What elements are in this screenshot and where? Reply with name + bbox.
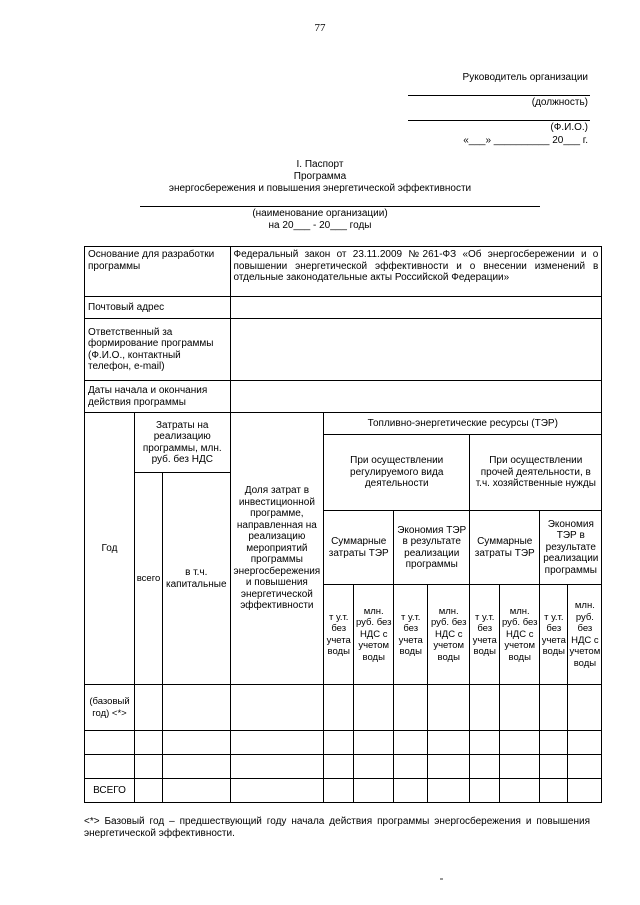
position-line	[408, 95, 590, 96]
basis-value: Федеральный закон от 23.11.2009 №261-ФЗ «Об энергосбережении и о повышении энергетической эффективности и о внесении изменений в отдельные законодательные акты Российской Федерации»	[230, 247, 602, 297]
unit-rub-1: млн. руб. без НДС с учетом воды	[354, 585, 394, 685]
org-caption: (наименование организации)	[252, 208, 388, 219]
other-header: При осуществлении прочей деятельности, в т.ч. хозяйственные нужды	[470, 435, 602, 511]
regulated-total-fer-header: Суммарные затраты ТЭР	[324, 511, 394, 585]
org-name-line	[140, 206, 540, 207]
scan-speck	[440, 878, 443, 880]
regulated-saving-header: Экономия ТЭР в результате реализации программы	[394, 511, 470, 585]
program-years: на 20___ - 20___ годы	[268, 220, 372, 231]
year-header: Год	[85, 413, 135, 685]
program-title: Программа	[293, 171, 347, 182]
table-row	[85, 685, 602, 731]
basis-label: Основание для разработки программы	[85, 247, 231, 297]
dates-label: Даты начала и окончания действия программы	[85, 381, 231, 413]
passport-table	[84, 246, 602, 803]
approval-fio: (Ф.И.О.)	[550, 122, 588, 133]
total-row-label: ВСЕГО	[85, 779, 135, 803]
unit-tut-4: т у.т. без учета воды	[540, 585, 568, 685]
regulated-header: При осуществлении регулируемого вида деятельности	[324, 435, 470, 511]
responsible-value[interactable]	[230, 319, 602, 381]
approval-date: «___» __________ 20___ г.	[463, 135, 588, 146]
footnote: <*> Базовый год – предшествующий году начала действия программы энергосбережения и повышения энергетической эффективности.	[84, 816, 590, 839]
table-row	[85, 731, 602, 755]
base-year-label: (базовый год) <*>	[85, 685, 135, 731]
costs-capital-header: в т.ч. капитальные	[163, 473, 231, 685]
unit-tut-1: т у.т. без учета воды	[324, 585, 354, 685]
table-row	[85, 755, 602, 779]
unit-rub-3: млн. руб. без НДС с учетом воды	[500, 585, 540, 685]
section-title: I. Паспорт	[296, 159, 344, 170]
approval-position: (должность)	[531, 97, 588, 108]
unit-rub-4: млн. руб. без НДС с учетом воды	[568, 585, 602, 685]
costs-total-header: всего	[135, 473, 163, 685]
program-subject: энергосбережения и повышения энергетической эффективности	[168, 183, 472, 194]
other-saving-header: Экономия ТЭР в результате реализации программы	[540, 511, 602, 585]
postal-label: Почтовый адрес	[85, 297, 231, 319]
postal-value[interactable]	[230, 297, 602, 319]
unit-tut-3: т у.т. без учета воды	[470, 585, 500, 685]
costs-header: Затраты на реализацию программы, млн. руб. без НДС	[135, 413, 231, 473]
unit-rub-2: млн. руб. без НДС с учетом воды	[428, 585, 470, 685]
unit-tut-2: т у.т. без учета воды	[394, 585, 428, 685]
page-number: 77	[314, 22, 326, 34]
responsible-label: Ответственный за формирование программы (Ф.И.О., контактный телефон, e-mail)	[85, 319, 231, 381]
dates-value[interactable]	[230, 381, 602, 413]
fer-header: Топливно-энергетические ресурсы (ТЭР)	[324, 413, 602, 435]
share-header: Доля затрат в инвестиционной программе, направленная на реализацию мероприятий программы энергосбережения и повышения энергетической эффективности	[230, 413, 324, 685]
other-total-fer-header: Суммарные затраты ТЭР	[470, 511, 540, 585]
table-row	[85, 779, 602, 803]
fio-line	[408, 120, 590, 121]
approval-head: Руководитель организации	[462, 72, 588, 83]
